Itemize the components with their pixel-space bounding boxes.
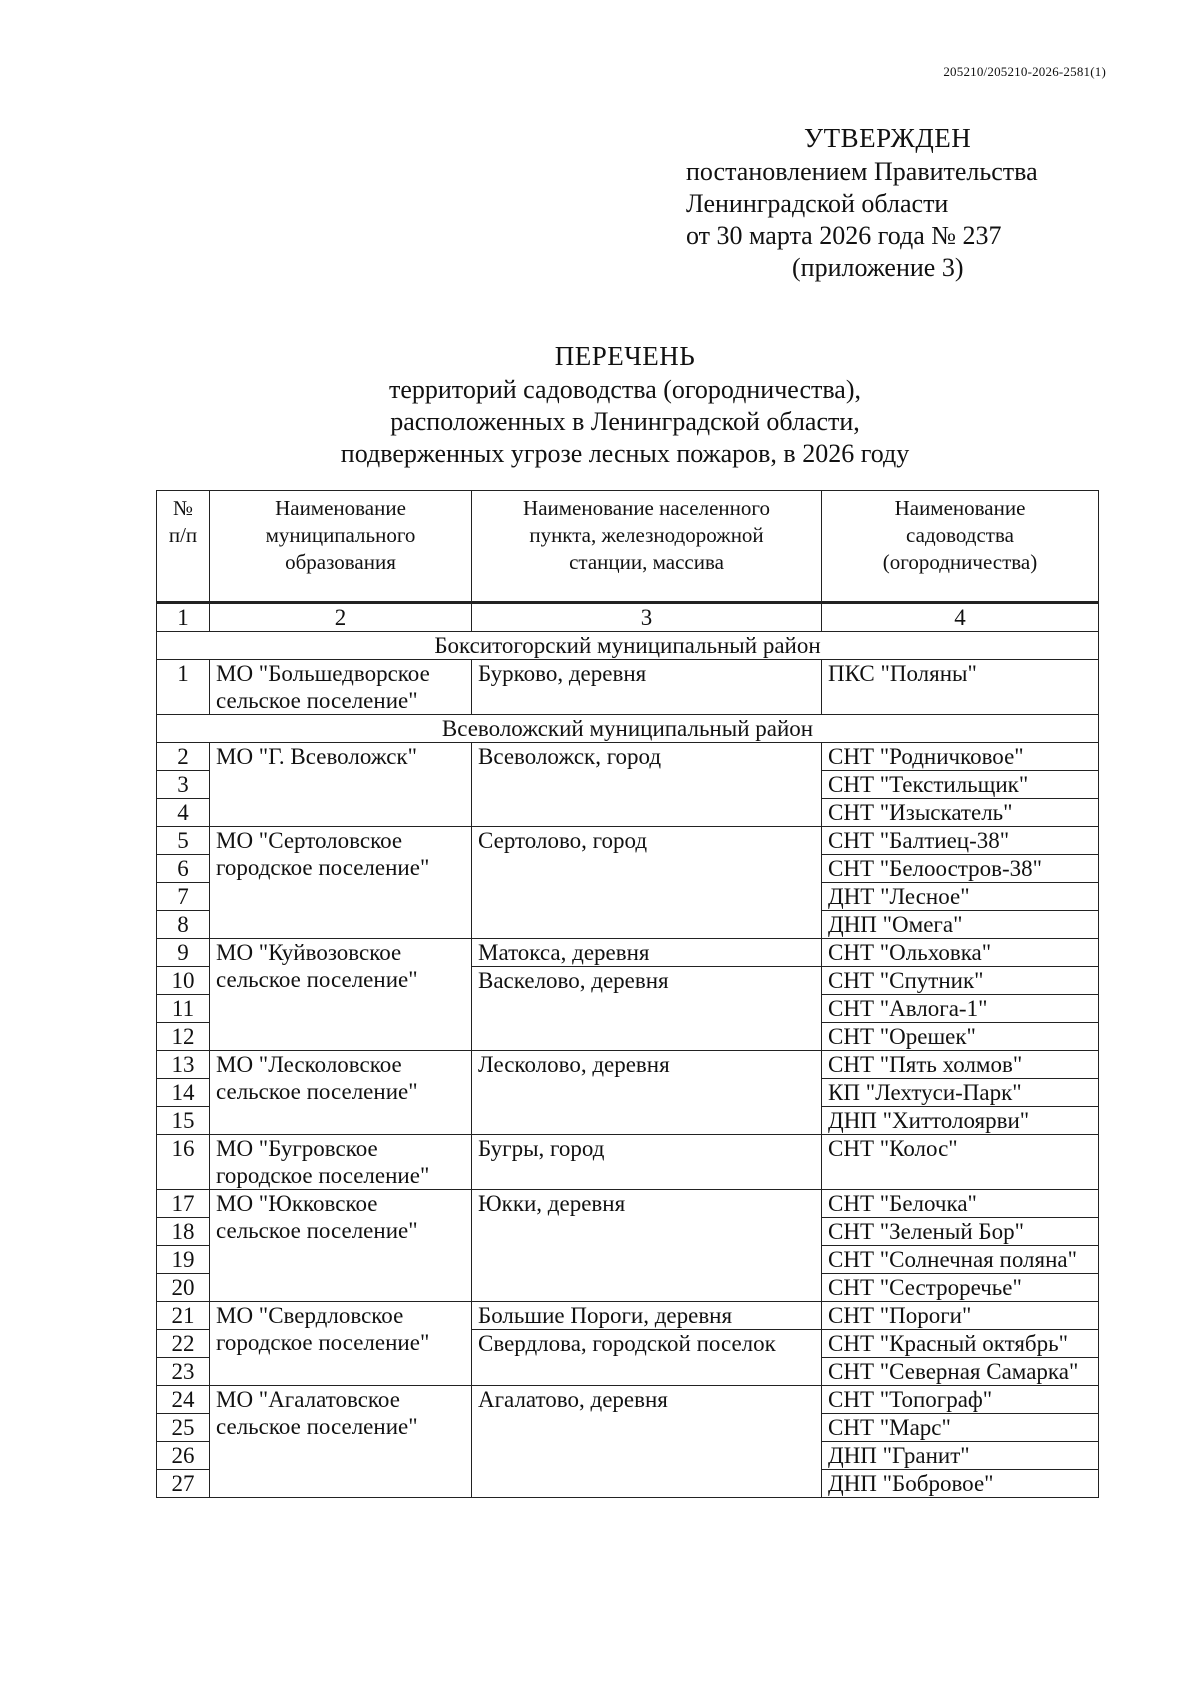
table-row [157, 1051, 1099, 1079]
municipality-cell: МО "Бугровское городское поселение" [210, 1135, 472, 1190]
row-number: 9 [157, 939, 210, 967]
locality-cell: Свердлова, городской поселок [472, 1330, 822, 1386]
row-number: 6 [157, 855, 210, 883]
column-number: 1 [157, 603, 210, 632]
garden-cell: СНТ "Солнечная поляна" [822, 1246, 1099, 1274]
row-number: 12 [157, 1023, 210, 1051]
garden-cell: СНТ "Зеленый Бор" [822, 1218, 1099, 1246]
table-row [157, 827, 1099, 855]
approval-heading: УТВЕРЖДЕН [804, 123, 972, 153]
locality-cell: Бурково, деревня [472, 660, 822, 715]
row-number: 3 [157, 771, 210, 799]
locality-cell: Бугры, город [472, 1135, 822, 1190]
title-line: расположенных в Ленинградской области, [390, 407, 860, 436]
table-header-row [157, 491, 1099, 603]
garden-cell: СНТ "Изыскатель" [822, 799, 1099, 827]
column-number: 3 [472, 603, 822, 632]
header-municipality: Наименование муниципального образования [210, 491, 472, 603]
row-number: 23 [157, 1358, 210, 1386]
garden-cell: СНТ "Пороги" [822, 1302, 1099, 1330]
garden-cell: СНТ "Белочка" [822, 1190, 1099, 1218]
garden-cell: СНТ "Ольховка" [822, 939, 1099, 967]
table-row [157, 1190, 1099, 1218]
column-number-row [157, 603, 1099, 632]
table-row [157, 939, 1099, 967]
row-number: 18 [157, 1218, 210, 1246]
header-number: № п/п [157, 491, 210, 603]
row-number: 21 [157, 1302, 210, 1330]
municipality-cell: МО "Лесколовское сельское поселение" [210, 1051, 472, 1135]
document-title [150, 340, 1100, 470]
locality-cell: Сертолово, город [472, 827, 822, 939]
title-line: подверженных угрозе лесных пожаров, в 2026 году [340, 439, 910, 468]
district-row [157, 715, 1099, 743]
table-row [157, 743, 1099, 771]
header-garden: Наименование садоводства (огородничества) [822, 491, 1099, 603]
row-number: 20 [157, 1274, 210, 1302]
row-number: 19 [157, 1246, 210, 1274]
row-number: 15 [157, 1107, 210, 1135]
row-number: 14 [157, 1079, 210, 1107]
row-number: 2 [157, 743, 210, 771]
garden-cell: СНТ "Сестроречье" [822, 1274, 1099, 1302]
row-number: 22 [157, 1330, 210, 1358]
garden-cell: СНТ "Колос" [822, 1135, 1099, 1190]
table-row [157, 660, 1099, 715]
municipality-cell: МО "Юкковское сельское поселение" [210, 1190, 472, 1302]
row-number: 13 [157, 1051, 210, 1079]
garden-cell: СНТ "Текстильщик" [822, 771, 1099, 799]
row-number: 25 [157, 1414, 210, 1442]
district-name: Всеволожский муниципальный район [157, 715, 1099, 743]
title-line: территорий садоводства (огородничества), [388, 375, 862, 404]
row-number: 24 [157, 1386, 210, 1414]
garden-cell: СНТ "Топограф" [822, 1386, 1099, 1414]
municipality-cell: МО "Куйвозовское сельское поселение" [210, 939, 472, 1051]
garden-cell: СНТ "Красный октябрь" [822, 1330, 1099, 1358]
municipality-cell: МО "Свердловское городское поселение" [210, 1302, 472, 1386]
garden-cell: СНТ "Балтиец-38" [822, 827, 1099, 855]
district-row [157, 632, 1099, 660]
row-number: 17 [157, 1190, 210, 1218]
row-number: 7 [157, 883, 210, 911]
document-id: 205210/205210-2026-2581(1) [943, 64, 1106, 79]
table-row [157, 1302, 1099, 1330]
municipality-cell: МО "Г. Всеволожск" [210, 743, 472, 827]
approval-line: от 30 марта 2026 года № 237 [686, 221, 1002, 250]
row-number: 4 [157, 799, 210, 827]
garden-cell: ДНП "Омега" [822, 911, 1099, 939]
approval-appendix: (приложение 3) [792, 253, 964, 282]
garden-cell: СНТ "Белоостров-38" [822, 855, 1099, 883]
locality-cell: Юкки, деревня [472, 1190, 822, 1302]
row-number: 8 [157, 911, 210, 939]
garden-cell: СНТ "Родничковое" [822, 743, 1099, 771]
locality-cell: Лесколово, деревня [472, 1051, 822, 1135]
garden-cell: СНТ "Северная Самарка" [822, 1358, 1099, 1386]
locality-cell: Агалатово, деревня [472, 1386, 822, 1498]
header-locality: Наименование населенного пункта, железнодорожной станции, массива [472, 491, 822, 603]
municipality-cell: МО "Сертоловское городское поселение" [210, 827, 472, 939]
column-number: 4 [822, 603, 1099, 632]
garden-cell: ДНП "Бобровое" [822, 1470, 1099, 1498]
approval-block [686, 122, 1106, 284]
row-number: 1 [157, 660, 210, 715]
approval-line: Ленинградской области [686, 189, 949, 218]
approval-line: постановлением Правительства [686, 157, 1038, 186]
locality-cell: Васкелово, деревня [472, 967, 822, 1051]
title-heading: ПЕРЕЧЕНЬ [554, 341, 696, 371]
locality-cell: Большие Пороги, деревня [472, 1302, 822, 1330]
column-number: 2 [210, 603, 472, 632]
garden-cell: ДНТ "Лесное" [822, 883, 1099, 911]
row-number: 11 [157, 995, 210, 1023]
row-number: 27 [157, 1470, 210, 1498]
garden-cell: СНТ "Пять холмов" [822, 1051, 1099, 1079]
garden-cell: СНТ "Авлога-1" [822, 995, 1099, 1023]
garden-cell: ДНП "Гранит" [822, 1442, 1099, 1470]
district-name: Бокситогорский муниципальный район [157, 632, 1099, 660]
locality-cell: Матокса, деревня [472, 939, 822, 967]
garden-cell: СНТ "Орешек" [822, 1023, 1099, 1051]
territories-table [156, 490, 1099, 1498]
municipality-cell: МО "Большедворское сельское поселение" [210, 660, 472, 715]
table-row [157, 1135, 1099, 1190]
garden-cell: СНТ "Спутник" [822, 967, 1099, 995]
garden-cell: ПКС "Поляны" [822, 660, 1099, 715]
garden-cell: СНТ "Марс" [822, 1414, 1099, 1442]
row-number: 16 [157, 1135, 210, 1190]
locality-cell: Всеволожск, город [472, 743, 822, 827]
table-row [157, 1386, 1099, 1414]
garden-cell: КП "Лехтуси-Парк" [822, 1079, 1099, 1107]
row-number: 5 [157, 827, 210, 855]
row-number: 26 [157, 1442, 210, 1470]
garden-cell: ДНП "Хиттолоярви" [822, 1107, 1099, 1135]
row-number: 10 [157, 967, 210, 995]
municipality-cell: МО "Агалатовское сельское поселение" [210, 1386, 472, 1498]
